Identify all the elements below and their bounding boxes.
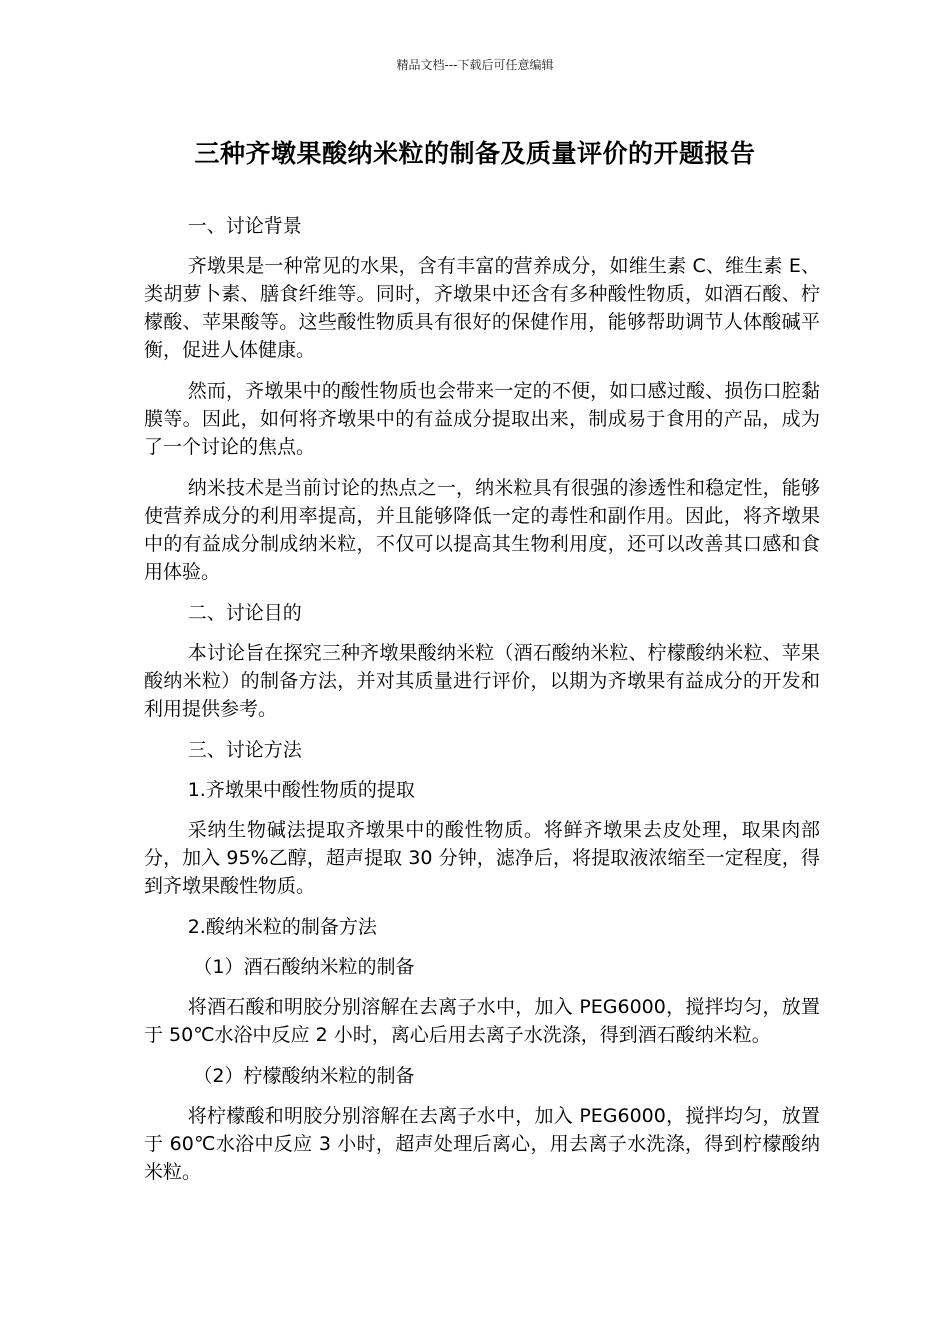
subheading-extraction: 1.齐墩果中酸性物质的提取 bbox=[187, 779, 415, 801]
subheading-preparation: 2.酸纳米粒的制备方法 bbox=[187, 916, 377, 938]
paragraph-extraction: 采纳生物碱法提取齐墩果中的酸性物质。将鲜齐墩果去皮处理，取果肉部分，加入 95%乙醇，超声提取 30 分钟，滤净后，将提取液浓缩至一定程度，得到齐墩果酸性物质。 bbox=[144, 819, 820, 897]
section-heading-methods: 三、讨论方法 bbox=[187, 739, 302, 761]
paragraph-tartaric: 将酒石酸和明胶分别溶解在去离子水中，加入 PEG6000，搅拌均匀，放置于 50℃水浴中反应 2 小时，离心后用去离子水洗涤，得到酒石酸纳米粒。 bbox=[144, 996, 820, 1046]
subheading-tartaric: （1）酒石酸纳米粒的制备 bbox=[193, 956, 415, 978]
paragraph-purpose: 本讨论旨在探究三种齐墩果酸纳米粒（酒石酸纳米粒、柠檬酸纳米粒、苹果酸纳米粒）的制备方法，并对其质量进行评价，以期为齐墩果有益成分的开发和利用提供参考。 bbox=[144, 642, 820, 720]
document-body bbox=[144, 212, 820, 1199]
paragraph-citric: 将柠檬酸和明胶分别溶解在去离子水中，加入 PEG6000，搅拌均匀，放置于 60℃水浴中反应 3 小时，超声处理后离心，用去离子水洗涤，得到柠檬酸纳米粒。 bbox=[144, 1105, 820, 1183]
paragraph-background-1: 齐墩果是一种常见的水果，含有丰富的营养成分，如维生素 C、维生素 E、类胡萝卜素、膳食纤维等。同时，齐墩果中还含有多种酸性物质，如酒石酸、柠檬酸、苹果酸等。这些酸性物质具有很好的保健作用，能够帮助调节人体酸碱平衡，促进人体健康。 bbox=[144, 255, 820, 361]
header-note: 精品文档---下载后可任意编辑 bbox=[396, 58, 554, 72]
document-title: 三种齐墩果酸纳米粒的制备及质量评价的开题报告 bbox=[194, 139, 756, 168]
subheading-citric: （2）柠檬酸纳米粒的制备 bbox=[193, 1065, 415, 1087]
paragraph-background-2: 然而，齐墩果中的酸性物质也会带来一定的不便，如口感过酸、损伤口腔黏膜等。因此，如何将齐墩果中的有益成分提取出来，制成易于食用的产品，成为了一个讨论的焦点。 bbox=[144, 380, 820, 458]
section-heading-background: 一、讨论背景 bbox=[187, 215, 302, 237]
paragraph-background-3: 纳米技术是当前讨论的热点之一，纳米粒具有很强的渗透性和稳定性，能够使营养成分的利用率提高，并且能够降低一定的毒性和副作用。因此，将齐墩果中的有益成分制成纳米粒，不仅可以提高其生物利用度，还可以改善其口感和食用体验。 bbox=[144, 477, 820, 583]
section-heading-purpose: 二、讨论目的 bbox=[187, 602, 302, 624]
